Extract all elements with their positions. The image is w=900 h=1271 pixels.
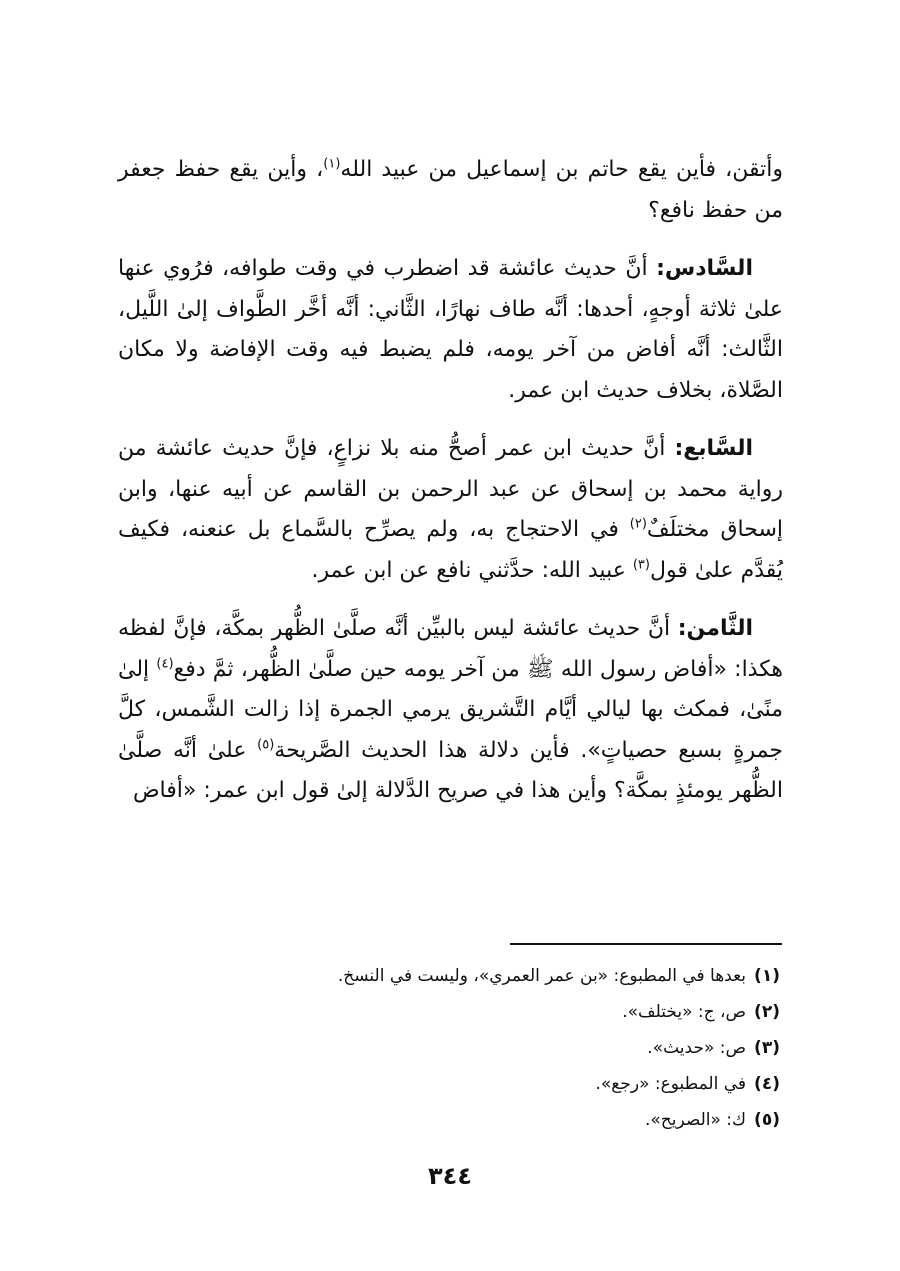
footnote-text: ص، ج: «يختلف». bbox=[622, 1002, 747, 1022]
footnote-ref-2: (٢) bbox=[629, 516, 647, 532]
footnote-3 bbox=[118, 1030, 780, 1066]
footnote-5 bbox=[118, 1102, 780, 1138]
footnote-ref-3: (٣) bbox=[632, 557, 650, 573]
paragraph-lead: السَّادس: bbox=[656, 256, 753, 281]
footnote-number: (٢) bbox=[754, 1002, 780, 1022]
footnote-separator bbox=[510, 943, 782, 945]
paragraph-6: السَّادس: أنَّ حديث عائشة قد اضطرب في وقت طوافه، فرُوي عنها علىٰ ثلاثة أوجهٍ، أحدها: أنَّه طاف نهارًا، الثَّاني: أنَّه أخَّر الطَّواف إلىٰ اللَّيل، الثَّالث: أنَّه أفاض من آخر يومه، فلم يضبط فيه وقت الإفاضة ولا مكان الصَّلاة، بخلاف حديث ابن عمر. bbox=[118, 256, 783, 403]
paragraph-7: السَّابع: أنَّ حديث ابن عمر أصحُّ منه بلا نزاعٍ، فإنَّ حديث عائشة من رواية محمد بن إسحاق عن عبد الرحمن بن القاسم عن أبيه عنها، وابن إسحاق مختلَفٌ$^{(٢)}$ في الاحتجاج به، ولم يصرِّح بالسَّماع بل عنعنه، فكيف يُقدَّم علىٰ قول$^{(٣)}$ عبيد الله: حدَّثني نافع عن ابن عمر. bbox=[118, 436, 783, 583]
paragraph-lead: السَّابع: bbox=[674, 436, 753, 461]
page-number: ٣٤٤ bbox=[428, 1162, 472, 1190]
footnote-number: (٣) bbox=[754, 1038, 780, 1058]
footnote-text: في المطبوع: «رجع». bbox=[595, 1074, 747, 1094]
footnotes bbox=[118, 958, 780, 1138]
paragraph-1: وأتقن، فأين يقع حاتم بن إسماعيل من عبيد الله$^{(١)}$، وأين يقع حفظ جعفر من حفظ نافع؟ bbox=[118, 156, 783, 223]
footnote-text: بعدها في المطبوع: «بن عمر العمري»، وليست في النسخ. bbox=[337, 966, 747, 986]
footnote-number: (٤) bbox=[754, 1074, 780, 1094]
footnote-ref-1: (١) bbox=[323, 156, 341, 172]
footnote-2 bbox=[118, 994, 780, 1030]
footnote-number: (١) bbox=[754, 966, 780, 986]
footnote-ref-5: (٥) bbox=[257, 737, 275, 753]
footnote-text: ك: «الصريح». bbox=[644, 1110, 747, 1130]
main-text bbox=[118, 150, 783, 830]
paragraph-lead: الثَّامن: bbox=[677, 616, 753, 641]
footnote-4 bbox=[118, 1066, 780, 1102]
footnote-1 bbox=[118, 958, 780, 994]
footnote-ref-4: (٤) bbox=[156, 656, 174, 672]
footnote-number: (٥) bbox=[754, 1110, 780, 1130]
footnote-text: ص: «حديث». bbox=[647, 1038, 747, 1058]
paragraph-8: الثَّامن: أنَّ حديث عائشة ليس بالبيِّن أنَّه صلَّىٰ الظُّهر بمكَّة، فإنَّ لفظه هكذا: «أفاض رسول الله ﷺ من آخر يومه حين صلَّىٰ الظُّهر، ثمَّ دفع$^{(٤)}$ إلىٰ منًىٰ، فمكث بها ليالي أيَّام التَّشريق يرمي الجمرة إذا زالت الشَّمس، كلَّ جمرةٍ بسبع حصياتٍ». فأين دلالة هذا الحديث الصَّريحة$^{(٥)}$ علىٰ أنَّه صلَّىٰ الظُّهر يومئذٍ بمكَّة؟ وأين هذا في صريح الدَّلالة إلىٰ قول ابن عمر: «أفاض bbox=[118, 616, 783, 803]
